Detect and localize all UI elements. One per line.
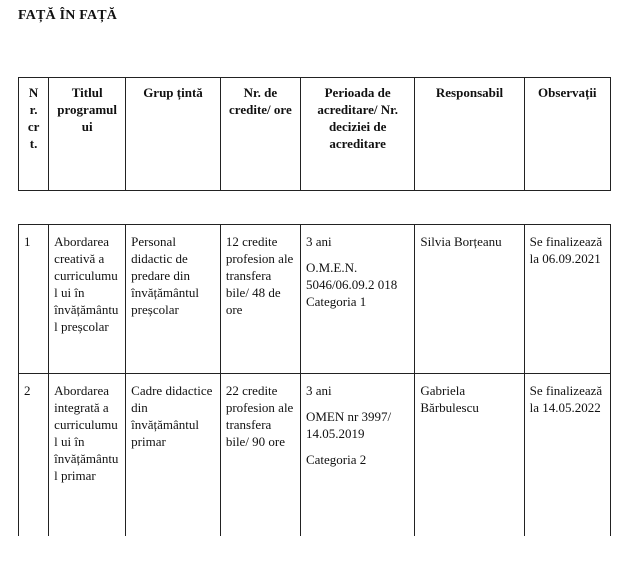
decizie-text: OMEN nr 3997/ 14.05.2019 bbox=[305, 409, 392, 441]
cell-responsabil: Gabriela Bărbulescu bbox=[415, 374, 524, 537]
perioada-text: 3 ani bbox=[305, 383, 332, 398]
header-observatii: Observații bbox=[524, 78, 610, 191]
table-row bbox=[19, 374, 611, 537]
perioada-text: 3 ani bbox=[305, 234, 332, 249]
header-responsabil: Responsabil bbox=[415, 78, 524, 191]
categorie-text: Categoria 1 bbox=[305, 294, 367, 309]
page-title: FAȚĂ ÎN FAȚĂ bbox=[18, 8, 118, 23]
cell-observatii: Se finalizează la 06.09.2021 bbox=[524, 225, 610, 374]
cell-titlu: Abordarea creativă a curriculumul ui în învățământul preșcolar bbox=[49, 225, 126, 374]
header-table bbox=[18, 77, 611, 191]
header-grup: Grup țintă bbox=[126, 78, 221, 191]
cell-nr: 1 bbox=[19, 225, 49, 374]
table-row bbox=[19, 225, 611, 374]
cell-credite: 22 credite profesion ale transfera bile/ 90 ore bbox=[220, 374, 300, 537]
header-perioada: Perioada de acreditare/ Nr. deciziei de acreditare bbox=[300, 78, 414, 191]
cell-perioada bbox=[300, 374, 414, 537]
cell-perioada bbox=[300, 225, 414, 374]
cell-grup: Cadre didactice din învățământul primar bbox=[126, 374, 221, 537]
header-row bbox=[19, 78, 611, 191]
decizie-text: O.M.E.N. 5046/06.09.2 018 bbox=[305, 260, 398, 292]
header-credite: Nr. de credite/ ore bbox=[220, 78, 300, 191]
cell-responsabil: Silvia Borțeanu bbox=[415, 225, 524, 374]
cell-grup: Personal didactic de predare din învățământul preșcolar bbox=[126, 225, 221, 374]
cell-observatii: Se finalizează la 14.05.2022 bbox=[524, 374, 610, 537]
programs-table bbox=[18, 224, 611, 536]
header-titlu: Titlul programul ui bbox=[49, 78, 126, 191]
categorie-text: Categoria 2 bbox=[305, 452, 367, 467]
cell-nr: 2 bbox=[19, 374, 49, 537]
cell-titlu: Abordarea integrată a curriculumul ui în învățământul primar bbox=[49, 374, 126, 537]
cell-credite: 12 credite profesion ale transfera bile/ 48 de ore bbox=[220, 225, 300, 374]
header-nr: N r. cr t. bbox=[19, 78, 49, 191]
